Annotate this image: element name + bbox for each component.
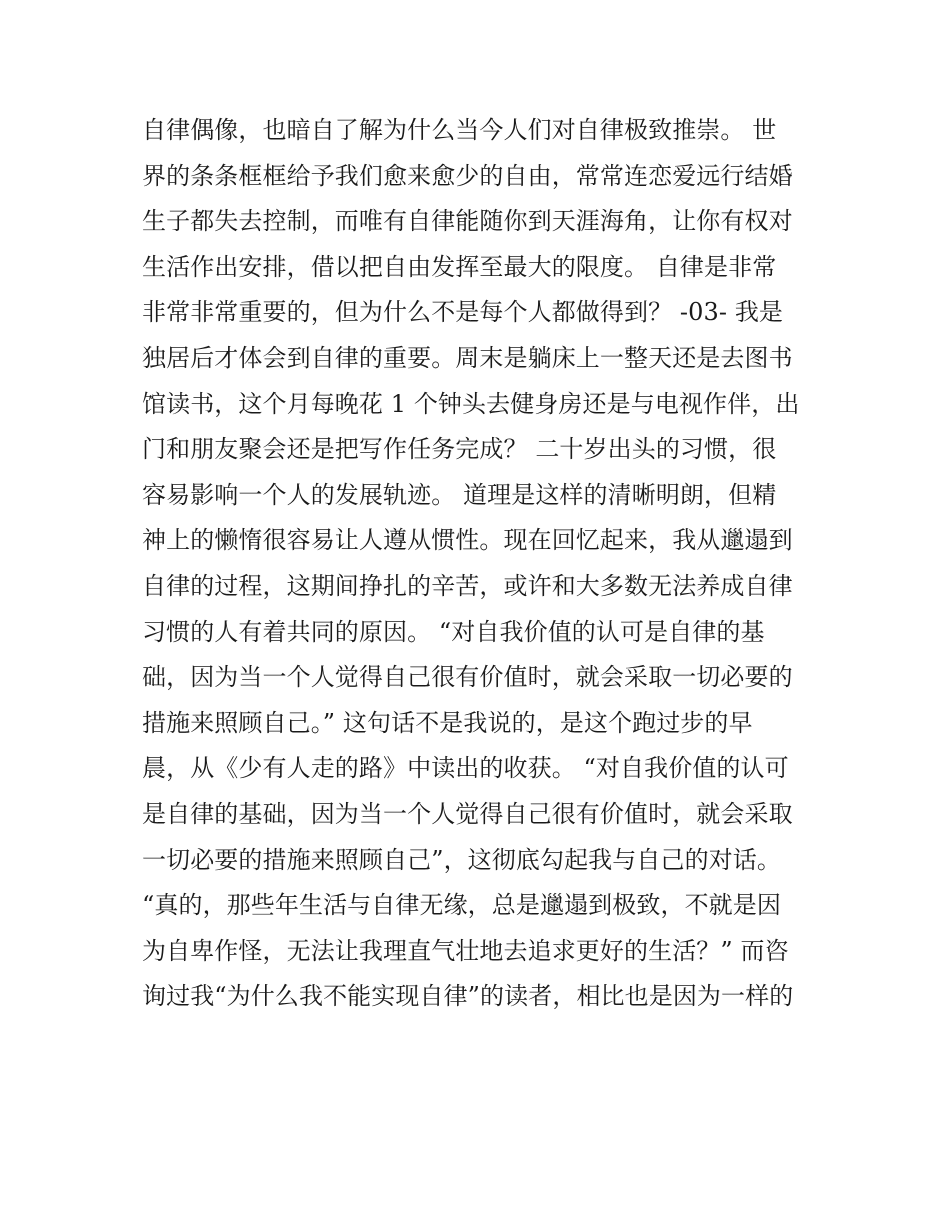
text-line: “真的，那些年生活与自律无缘，总是邋遢到极致，不就是因 [142,891,781,920]
text-line: 容易影响一个人的发展轨迹。 道理是这样的清晰明朗，但精 [142,480,777,509]
text-line: 询过我“为什么我不能实现自律”的读者，相比也是因为一样的 [142,982,794,1011]
text-line: 馆读书，这个月每晚花 1 个钟头去健身房还是与电视作伴，出 [142,389,800,418]
text-line: 措施来照顾自己。” 这句话不是我说的，是这个跑过步的早 [142,708,753,737]
text-line: 自律的过程，这期间挣扎的辛苦，或许和大多数无法养成自律 [142,571,793,600]
text-line: 础，因为当一个人觉得自己很有价值时，就会采取一切必要的 [142,663,793,692]
text-line: 晨，从《少有人走的路》中读出的收获。 “对自我价值的认可 [142,754,789,783]
text-line: 界的条条框框给予我们愈来愈少的自由，常常连恋爱远行结婚 [142,161,793,190]
text-line: 非常非常重要的，但为什么不是每个人都做得到？ -03- 我是 [142,298,784,327]
text-line: 一切必要的措施来照顾自己”，这彻底勾起我与自己的对话。 [142,845,781,874]
text-line: 习惯的人有着共同的原因。 “对自我价值的认可是自律的基 [142,617,765,646]
text-line: 生活作出安排，借以把自由发挥至最大的限度。 自律是非常 [142,252,777,281]
text-line: 神上的懒惰很容易让人遵从惯性。现在回忆起来，我从邋遢到 [142,526,793,555]
body-text [142,108,822,1020]
text-line: 是自律的基础，因为当一个人觉得自己很有价值时，就会采取 [142,799,793,828]
text-line: 门和朋友聚会还是把写作任务完成？ 二十岁出头的习惯，很 [142,435,777,464]
text-line: 生子都失去控制，而唯有自律能随你到天涯海角，让你有权对 [142,207,793,236]
text-line: 为自卑作怪，无法让我理直气壮地去追求更好的生活？” 而咨 [142,936,789,965]
text-line: 自律偶像，也暗自了解为什么当今人们对自律极致推崇。 世 [142,116,777,144]
text-line: 独居后才体会到自律的重要。周末是躺床上一整天还是去图书 [142,343,793,372]
